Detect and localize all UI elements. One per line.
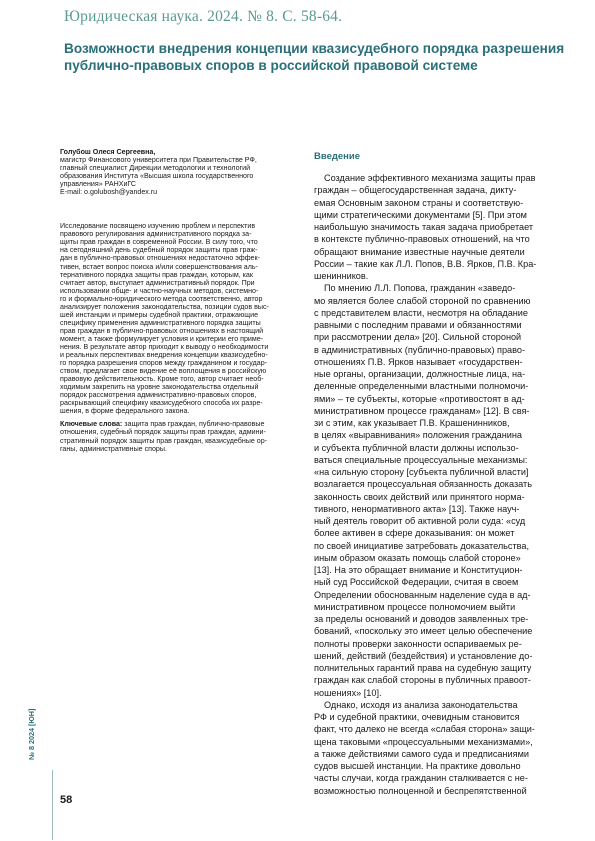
body-line: и субъекта публичной власти должны использо- bbox=[314, 442, 519, 453]
right-column bbox=[314, 151, 586, 797]
abstract-line: на сегодняшний день судебный порядок защиты прав граж- bbox=[60, 246, 258, 255]
abstract-line: правовую действительность. Кроме того, автор считает необ- bbox=[60, 375, 264, 384]
body-line: более активен в сфере доказывания: он может bbox=[314, 528, 515, 539]
abstract-line: считает автор, выступает административный порядок. При bbox=[60, 278, 255, 287]
abstract-line: и реальных перспективах внедрения концепции квазисудебно- bbox=[60, 351, 268, 360]
author-affiliation-line: образования Института «Высшая школа государственного bbox=[60, 172, 254, 181]
body-line: [13]. На это обращает внимание и Конституцион- bbox=[314, 565, 523, 575]
body-line: ями» – те субъекты, которые «противостоят в ад- bbox=[314, 393, 525, 404]
body-line: отношениях П.В. Ярков называет «государствен- bbox=[314, 356, 523, 367]
abstract-line: щиты прав граждан в современной России. В силу того, что bbox=[60, 238, 258, 247]
body-line: обращают внимание известные научные деятели bbox=[314, 246, 525, 257]
abstract-line: правового регулирования административного порядка за- bbox=[60, 230, 252, 239]
abstract-line: ходимым закрепить на уровне законодательства отдельный bbox=[60, 383, 259, 392]
author-affiliation-line: управления» РАНХиГС bbox=[60, 180, 137, 189]
body-line: в целях «выравнивания» положения гражданина bbox=[314, 430, 523, 441]
abstract-line: специфику применения административного порядка защиты bbox=[60, 318, 261, 327]
body-line: законность своих действий или принятого норма- bbox=[314, 491, 525, 502]
keywords-block bbox=[60, 420, 298, 452]
body-line: ношениях» [10]. bbox=[314, 687, 382, 698]
author-email: E-mail: o.golubosh@yandex.ru bbox=[60, 188, 158, 197]
article-title bbox=[64, 40, 574, 74]
body-line: а также действиями самого суда и предписаниями bbox=[314, 748, 529, 759]
body-line: мо является более слабой стороной по сравнению bbox=[314, 295, 531, 306]
body-line: Однако, исходя из анализа законодательства bbox=[324, 699, 518, 710]
body-line: министративном процессе полномочием выйти bbox=[314, 601, 516, 612]
body-line: судов высшей инстанции. На практике довольно bbox=[314, 761, 521, 771]
body-line: щена таковыми «процессуальными механизмами», bbox=[314, 736, 533, 747]
body-line: шений, действий (бездействия) и установление до- bbox=[314, 650, 533, 661]
abstract-line: ством, предлагает свое видение её воплощения в российскую bbox=[60, 367, 267, 376]
body-line: «на сильную сторону [субъекта публичной власти] bbox=[314, 467, 529, 477]
body-line: деленные определенными властными полномочи- bbox=[314, 381, 529, 392]
body-line: ный суд Российской Федерации, считая в своем bbox=[314, 577, 519, 588]
body-line: наибольшую значимость такая задача приобретает bbox=[314, 222, 534, 232]
body-line: По мнению Л.Л. Попова, гражданин «заведо- bbox=[324, 283, 516, 294]
body-line: РФ и судебной практики, очевидным становится bbox=[314, 712, 520, 722]
body-line: Создание эффективного механизма защиты прав bbox=[324, 173, 536, 183]
abstract-line: использовании обще- и частно-научных методов, системно- bbox=[60, 286, 259, 295]
author-name: Голубош Олеся Сергеевна, bbox=[60, 148, 156, 156]
body-line: министративном процессе гражданам» [12]. В свя- bbox=[314, 405, 530, 416]
issue-label: № 8 2024 [ЮН] bbox=[27, 708, 36, 760]
keywords-text: защита прав граждан, публично-правовые bbox=[122, 420, 265, 429]
body-line: ные органы, организации, должностные лица, на- bbox=[314, 369, 526, 379]
body-line: граждан – общегосударственная задача, дикту- bbox=[314, 185, 517, 196]
body-line: ваться специальные процессуальные механизмы: bbox=[314, 454, 528, 465]
author-block bbox=[60, 148, 298, 196]
abstract-line: Исследование посвящено изучению проблем и перспектив bbox=[60, 222, 256, 231]
abstract-line: шения, в форме федерального закона. bbox=[60, 407, 190, 416]
body-line: в контексте публично-правовых отношений, на что bbox=[314, 234, 530, 245]
abstract-line: прав граждан в публично-правовых отношениях в настоящий bbox=[60, 326, 264, 335]
abstract-line: раскрывающий специфику квазисудебного способа их разре- bbox=[60, 399, 263, 408]
body-line: ный деятель говорит об активной роли суда: «суд bbox=[314, 516, 526, 526]
abstract-line: нения. В результате автор приходит к выводу о необходимости bbox=[60, 342, 269, 351]
margin-rule bbox=[52, 770, 53, 840]
author-affiliation-line: магистр Финансового университета при Правительстве РФ, bbox=[60, 156, 257, 165]
body-line: факт, что далеко не всегда «слабая сторона» защи- bbox=[314, 724, 535, 735]
abstract-line: порядок рассмотрения административно-правовых споров, bbox=[60, 391, 257, 400]
abstract-line: го и формально-юридического метода соответственно, автор bbox=[60, 294, 263, 303]
abstract-line: тивен, встает вопрос поиска и/или совершенствования аль- bbox=[60, 262, 258, 271]
page-number: 58 bbox=[60, 794, 73, 806]
body-line: часты случаи, когда гражданин сталкивается с не- bbox=[314, 773, 528, 784]
title-line: публично-правовых споров в российской правовой системе bbox=[64, 58, 478, 73]
abstract-line: анализирует положения законодательства, позиции судов выс- bbox=[60, 302, 269, 311]
abstract-line: момент, а также формулирует условия и критерии его приме- bbox=[60, 334, 264, 343]
journal-header: Юридическая наука. 2024. № 8. С. 58-64. bbox=[64, 8, 343, 25]
keywords-text: ганы, административные споры. bbox=[60, 444, 167, 453]
left-column bbox=[60, 148, 298, 453]
body-line: по своей инициативе затребовать доказательства, bbox=[314, 540, 530, 551]
abstract-line: дан в публично-правовых отношениях недостаточно эффек- bbox=[60, 254, 260, 263]
body-line: возлагается процессуальная обязанность доказать bbox=[314, 479, 532, 490]
title-line: Возможности внедрения концепции квазисудебного порядка разрешения bbox=[64, 41, 565, 56]
keywords-text: отношения, судебный порядок защиты прав граждан, админи- bbox=[60, 428, 266, 437]
body-line: при рассмотрении дела» [20]. Сильной стороной bbox=[314, 332, 522, 343]
abstract-line: го порядка разрешения споров между гражданином и государ- bbox=[60, 359, 268, 368]
body-line: зи с этим, как указывает П.В. Крашенинников, bbox=[314, 418, 510, 428]
body-line: возможностью полноценной и беспрепятственной bbox=[314, 785, 527, 796]
introduction-text bbox=[314, 172, 586, 797]
body-line: равными с последним правами и обязанностями bbox=[314, 320, 522, 330]
abstract-line: тернативного порядка защиты прав граждан, которым, как bbox=[60, 270, 253, 279]
body-line: бований, «поскольку это имеет целью обеспечение bbox=[314, 626, 533, 637]
body-line: России – такие как Л.Л. Попов, В.В. Ярков, П.В. Кра- bbox=[314, 258, 537, 269]
body-line: емая Основным законом страны и соответствую- bbox=[314, 197, 524, 208]
body-line: полнительных гарантий права на судебную защиту bbox=[314, 663, 532, 673]
body-line: полноты проверки законности оспариваемых ре- bbox=[314, 638, 522, 649]
keywords-text: стративный порядок защиты прав граждан, квазисудебные ор- bbox=[60, 436, 268, 445]
body-line: Определении обоснованным наделение суда в ад- bbox=[314, 589, 531, 600]
body-line: в административных (публично-правовых) право- bbox=[314, 344, 525, 355]
section-heading: Введение bbox=[314, 151, 361, 162]
author-affiliation-line: главный специалист Дирекции методологии и технологий bbox=[60, 164, 251, 173]
body-line: тивного, ненормативного акта» [13]. Также науч- bbox=[314, 503, 520, 514]
body-line: щими стратегическими документами [5]. При этом bbox=[314, 209, 527, 220]
body-line: с представителем власти, несмотря на обладание bbox=[314, 307, 528, 318]
abstract bbox=[60, 222, 298, 415]
body-line: шенинников. bbox=[314, 271, 369, 281]
abstract-line: шей инстанции и примеры судебной практики, отражающие bbox=[60, 310, 259, 319]
body-line: иным образом оказать помощь слабой стороне» bbox=[314, 552, 521, 563]
keywords-label: Ключевые слова: bbox=[60, 420, 123, 429]
body-line: за пределы оснований и доводов заявленных тре- bbox=[314, 614, 529, 624]
body-line: граждан как слабой стороны в публичных правоот- bbox=[314, 675, 531, 686]
